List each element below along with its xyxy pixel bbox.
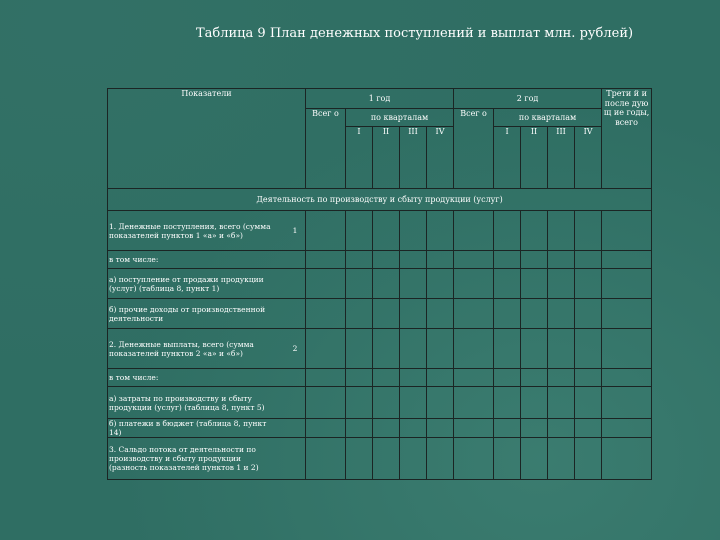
table-row <box>108 329 652 369</box>
value-cell[interactable] <box>346 387 373 419</box>
header-year1: 1 год <box>306 89 454 109</box>
value-cell[interactable] <box>454 269 494 299</box>
value-cell[interactable] <box>494 387 521 419</box>
header-year2-total: Всег о <box>454 109 494 189</box>
value-cell[interactable] <box>602 299 652 329</box>
table-row <box>108 419 652 438</box>
value-cell[interactable] <box>346 369 373 387</box>
value-cell[interactable] <box>346 211 373 251</box>
value-cell[interactable] <box>494 251 521 269</box>
value-cell[interactable] <box>427 299 454 329</box>
row-indicator <box>108 269 306 299</box>
table-row <box>108 299 652 329</box>
header-y2-q3: III <box>548 127 575 189</box>
value-cell[interactable] <box>494 329 521 369</box>
header-y1-q3: III <box>400 127 427 189</box>
value-cell[interactable] <box>602 438 652 480</box>
table-row <box>108 211 652 251</box>
header-y2-q1: I <box>494 127 521 189</box>
row-indicator <box>108 419 306 438</box>
table-title: Таблица 9 План денежных поступлений и выплат млн. рублей) <box>196 26 634 41</box>
value-cell[interactable] <box>346 419 373 438</box>
header-year2: 2 год <box>454 89 602 109</box>
value-cell[interactable] <box>306 299 346 329</box>
value-cell[interactable] <box>427 369 454 387</box>
table-row <box>108 251 652 269</box>
section-heading: Деятельность по производству и сбыту продукции (услуг) <box>108 189 652 211</box>
value-cell[interactable] <box>602 269 652 299</box>
value-cell[interactable] <box>400 329 427 369</box>
value-cell[interactable] <box>575 369 602 387</box>
value-cell[interactable] <box>602 369 652 387</box>
row-code: 2 <box>292 344 298 353</box>
header-year1-total: Всег о <box>306 109 346 189</box>
value-cell[interactable] <box>548 269 575 299</box>
value-cell[interactable] <box>427 438 454 480</box>
row-indicator <box>108 387 306 419</box>
value-cell[interactable] <box>602 251 652 269</box>
value-cell[interactable] <box>454 369 494 387</box>
row-label: в том числе: <box>109 255 159 264</box>
value-cell[interactable] <box>400 419 427 438</box>
value-cell[interactable] <box>400 269 427 299</box>
value-cell[interactable] <box>400 369 427 387</box>
cash-flow-table <box>107 88 652 480</box>
table-row <box>108 269 652 299</box>
value-cell[interactable] <box>548 369 575 387</box>
row-label: 3. Сальдо потока от деятельности по производству и сбыту продукции (разность показателей пунктов 1 и 2) <box>109 445 259 472</box>
value-cell[interactable] <box>373 387 400 419</box>
header-third-year: Трети й и после дующ ие годы, всего <box>602 89 652 189</box>
value-cell[interactable] <box>373 211 400 251</box>
header-y1-q4: IV <box>427 127 454 189</box>
header-indicators: Показатели <box>108 89 306 189</box>
value-cell[interactable] <box>454 251 494 269</box>
value-cell[interactable] <box>494 269 521 299</box>
value-cell[interactable] <box>306 211 346 251</box>
value-cell[interactable] <box>306 419 346 438</box>
table-row <box>108 387 652 419</box>
header-year2-quarters: по кварталам <box>494 109 602 127</box>
value-cell[interactable] <box>373 299 400 329</box>
value-cell[interactable] <box>346 438 373 480</box>
value-cell[interactable] <box>427 387 454 419</box>
value-cell[interactable] <box>427 419 454 438</box>
table-row <box>108 369 652 387</box>
row-label: б) платежи в бюджет (таблица 8, пункт 14) <box>109 419 267 437</box>
value-cell[interactable] <box>454 299 494 329</box>
value-cell[interactable] <box>454 419 494 438</box>
value-cell[interactable] <box>548 251 575 269</box>
value-cell[interactable] <box>575 269 602 299</box>
header-y1-q1: I <box>346 127 373 189</box>
value-cell[interactable] <box>575 419 602 438</box>
value-cell[interactable] <box>373 369 400 387</box>
value-cell[interactable] <box>454 211 494 251</box>
value-cell[interactable] <box>400 251 427 269</box>
value-cell[interactable] <box>373 251 400 269</box>
value-cell[interactable] <box>306 329 346 369</box>
row-indicator <box>108 211 306 251</box>
value-cell[interactable] <box>494 299 521 329</box>
value-cell[interactable] <box>548 419 575 438</box>
value-cell[interactable] <box>521 329 548 369</box>
row-indicator <box>108 438 306 480</box>
row-label: а) поступление от продажи продукции (услуг) (таблица 8, пункт 1) <box>109 274 264 293</box>
value-cell[interactable] <box>306 251 346 269</box>
value-cell[interactable] <box>494 438 521 480</box>
value-cell[interactable] <box>400 211 427 251</box>
row-label: а) затраты по производству и сбыту продукции (услуг) (таблица 8, пункт 5) <box>109 393 265 412</box>
value-cell[interactable] <box>575 438 602 480</box>
header-y2-q2: II <box>521 127 548 189</box>
value-cell[interactable] <box>400 387 427 419</box>
value-cell[interactable] <box>521 269 548 299</box>
value-cell[interactable] <box>306 369 346 387</box>
header-y2-q4: IV <box>575 127 602 189</box>
value-cell[interactable] <box>427 269 454 299</box>
value-cell[interactable] <box>346 251 373 269</box>
value-cell[interactable] <box>521 251 548 269</box>
row-label: 1. Денежные поступления, всего (сумма показателей пунктов 1 «а» и «б») <box>109 221 271 240</box>
value-cell[interactable] <box>454 438 494 480</box>
header-year1-quarters: по кварталам <box>346 109 454 127</box>
value-cell[interactable] <box>602 387 652 419</box>
value-cell[interactable] <box>306 438 346 480</box>
value-cell[interactable] <box>521 387 548 419</box>
value-cell[interactable] <box>346 269 373 299</box>
value-cell[interactable] <box>306 387 346 419</box>
value-cell[interactable] <box>494 211 521 251</box>
value-cell[interactable] <box>521 369 548 387</box>
value-cell[interactable] <box>427 211 454 251</box>
value-cell[interactable] <box>454 329 494 369</box>
value-cell[interactable] <box>454 387 494 419</box>
value-cell[interactable] <box>427 251 454 269</box>
value-cell[interactable] <box>602 329 652 369</box>
row-indicator <box>108 299 306 329</box>
value-cell[interactable] <box>400 438 427 480</box>
row-indicator <box>108 369 306 387</box>
value-cell[interactable] <box>548 387 575 419</box>
value-cell[interactable] <box>346 329 373 369</box>
value-cell[interactable] <box>575 387 602 419</box>
value-cell[interactable] <box>521 419 548 438</box>
value-cell[interactable] <box>373 269 400 299</box>
value-cell[interactable] <box>306 269 346 299</box>
value-cell[interactable] <box>602 211 652 251</box>
value-cell[interactable] <box>494 419 521 438</box>
value-cell[interactable] <box>575 329 602 369</box>
value-cell[interactable] <box>548 438 575 480</box>
value-cell[interactable] <box>521 438 548 480</box>
value-cell[interactable] <box>521 211 548 251</box>
row-label: в том числе: <box>109 373 159 382</box>
value-cell[interactable] <box>548 211 575 251</box>
row-indicator <box>108 251 306 269</box>
value-cell[interactable] <box>373 419 400 438</box>
value-cell[interactable] <box>548 299 575 329</box>
value-cell[interactable] <box>575 211 602 251</box>
row-indicator <box>108 329 306 369</box>
row-code: 1 <box>292 226 298 235</box>
value-cell[interactable] <box>400 299 427 329</box>
value-cell[interactable] <box>346 299 373 329</box>
value-cell[interactable] <box>521 299 548 329</box>
value-cell[interactable] <box>575 251 602 269</box>
value-cell[interactable] <box>494 369 521 387</box>
value-cell[interactable] <box>373 438 400 480</box>
value-cell[interactable] <box>602 419 652 438</box>
row-label: б) прочие доходы от производственной деятельности <box>109 304 266 323</box>
value-cell[interactable] <box>427 329 454 369</box>
value-cell[interactable] <box>575 299 602 329</box>
header-y1-q2: II <box>373 127 400 189</box>
value-cell[interactable] <box>373 329 400 369</box>
value-cell[interactable] <box>548 329 575 369</box>
row-label: 2. Денежные выплаты, всего (сумма показателей пунктов 2 «а» и «б») <box>109 339 254 358</box>
table-row <box>108 438 652 480</box>
